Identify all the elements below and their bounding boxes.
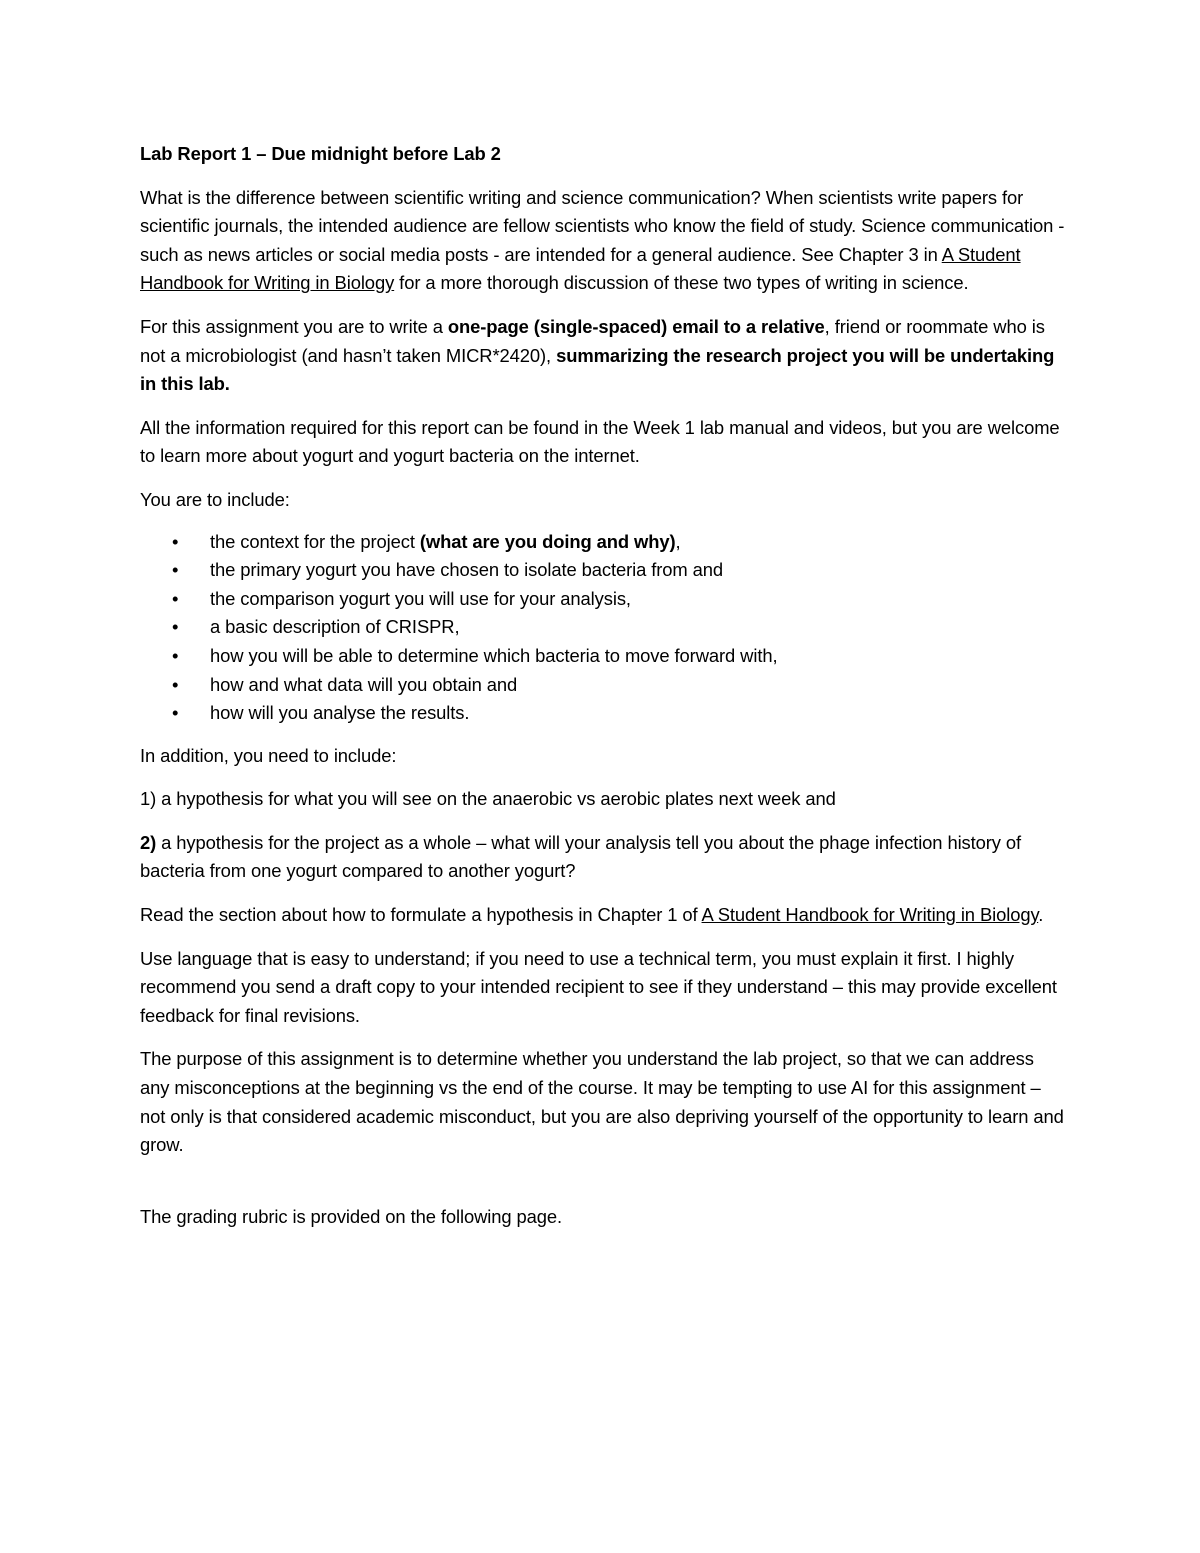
- intro-paragraph: [140, 184, 1065, 298]
- read-section-text-1: Read the section about how to formulate a hypothesis in Chapter 1 of: [140, 904, 702, 926]
- list-item-text: the primary yogurt you have chosen to isolate bacteria from and: [210, 559, 724, 581]
- intro-text-2: for a more thorough discussion of these two types of writing in science.: [394, 272, 969, 294]
- list-item-text: how you will be able to determine which bacteria to move forward with,: [210, 644, 778, 666]
- handbook-title-2: A Student Handbook for Writing in Biology: [701, 904, 1039, 926]
- language-paragraph: Use language that is easy to understand; if you need to use a technical term, you must explain it first. I highly recommend you send a draft copy to your intended recipient to see if they understand – this may provide excellent feedback for final revisions.: [140, 947, 1057, 1026]
- bullet-icon: •: [172, 530, 179, 552]
- list-item: [140, 699, 1065, 728]
- list-item: [140, 642, 1065, 671]
- bullet-icon: •: [172, 559, 179, 581]
- hypothesis-1-text: a hypothesis for what you will see on the anaerobic vs aerobic plates next week and: [156, 788, 836, 810]
- read-section-text-2: .: [1038, 904, 1044, 926]
- list-item: [140, 528, 1065, 557]
- list-item-emphasis: (what are you doing and why): [419, 530, 676, 552]
- hypothesis-2-text: a hypothesis for the project as a whole – what will your analysis tell you about the phage infection history of bacteria from one yogurt compared to another yogurt?: [140, 831, 1022, 882]
- list-item-text: the context for the project: [210, 530, 420, 552]
- info-paragraph: All the information required for this report can be found in the Week 1 lab manual and videos, but you are welcome to learn more about yogurt and yogurt bacteria on the internet.: [140, 416, 1060, 467]
- handbook-title: A Student Handbook for Writing in Biology: [140, 243, 1021, 294]
- list-item: [140, 585, 1065, 614]
- assignment-emphasis-1: one-page (single-spaced) email to a relative: [447, 315, 825, 337]
- bullet-icon: •: [172, 702, 179, 724]
- assignment-text-1: For this assignment you are to write a: [140, 315, 448, 337]
- hypothesis-2-number: 2): [140, 831, 157, 853]
- rubric-note: The grading rubric is provided on the following page.: [140, 1205, 563, 1227]
- bullet-icon: •: [172, 616, 179, 638]
- include-heading: You are to include:: [140, 488, 290, 510]
- list-item: [140, 613, 1065, 642]
- bullet-icon: •: [172, 644, 179, 666]
- bullet-icon: •: [172, 673, 179, 695]
- list-item-text-end: ,: [675, 530, 681, 552]
- document-body: [140, 140, 1065, 1246]
- read-section-paragraph: [140, 901, 1065, 930]
- hypothesis-2: [140, 829, 1065, 886]
- include-list: [140, 528, 1065, 728]
- addition-heading: In addition, you need to include:: [140, 744, 397, 766]
- list-item-text: how will you analyse the results.: [210, 702, 470, 724]
- intro-text-1: What is the difference between scientific writing and science communication? When scientists write papers for scientific journals, the intended audience are fellow scientists who know the field of study. Science communication - such as news articles or social media posts - are intended for a general audience. See Chapter 3 in: [140, 186, 1065, 265]
- assignment-text-2: , friend or roommate who is not a microbiologist (and hasn’t taken MICR*2420),: [140, 315, 1045, 366]
- list-item: [140, 671, 1065, 700]
- hypothesis-1-number: 1): [140, 788, 157, 810]
- list-item-text: the comparison yogurt you will use for your analysis,: [210, 587, 631, 609]
- document-title: Lab Report 1 – Due midnight before Lab 2: [140, 143, 501, 164]
- list-item-text: a basic description of CRISPR,: [210, 616, 460, 638]
- assignment-emphasis-2: summarizing the research project you will be undertaking in this lab.: [140, 344, 1055, 395]
- purpose-paragraph: The purpose of this assignment is to determine whether you understand the lab project, so that we can address any misconceptions at the beginning vs the end of the course. It may be tempting to use AI for this assignment – not only is that considered academic misconduct, but you are also depriving yourself of the opportunity to learn and grow.: [140, 1048, 1064, 1156]
- hypothesis-1: [140, 785, 1065, 814]
- assignment-paragraph: [140, 313, 1065, 399]
- bullet-icon: •: [172, 587, 179, 609]
- blank-line: [140, 1175, 1065, 1203]
- list-item: [140, 556, 1065, 585]
- list-item-text: how and what data will you obtain and: [210, 673, 518, 695]
